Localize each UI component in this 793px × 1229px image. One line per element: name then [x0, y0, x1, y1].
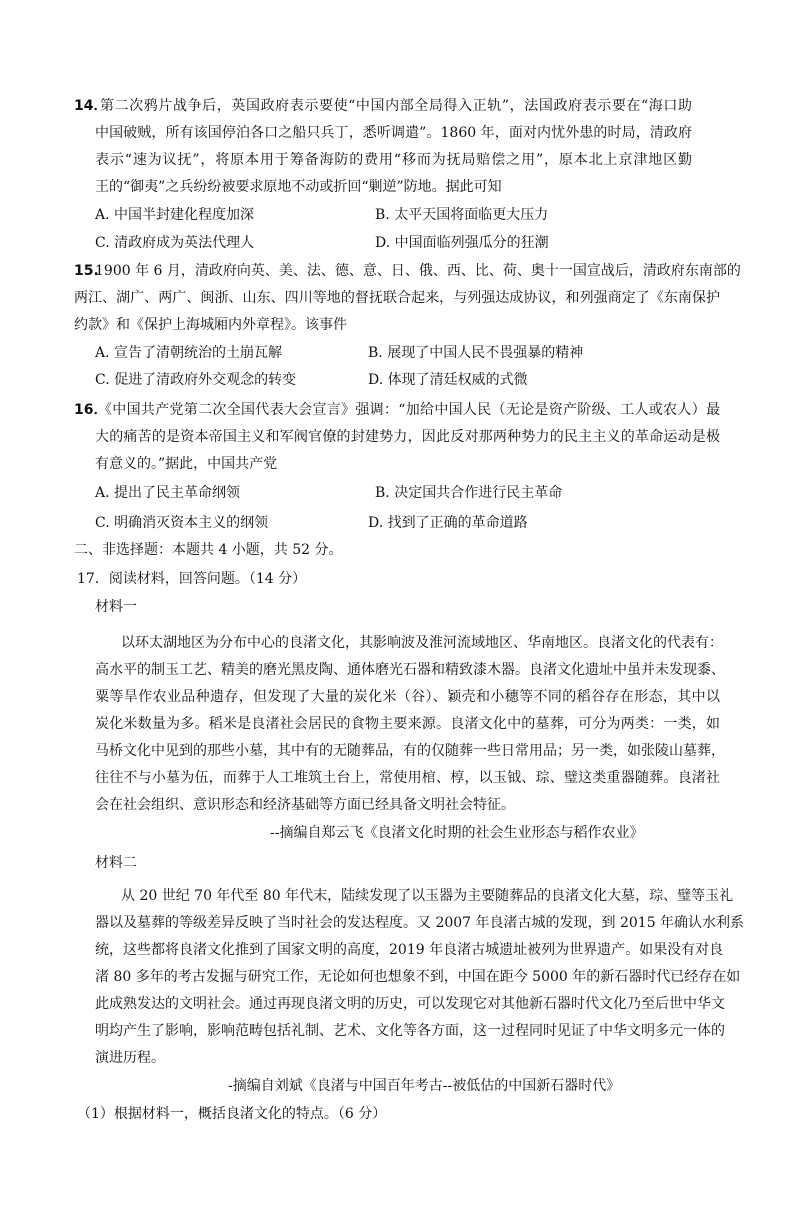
material-2-line: 渚 80 多年的考古发掘与研究工作，无论如何也想象不到，中国在距今 5000 年的新石器时代已经存在如	[95, 969, 741, 985]
material-2-source: -摘编自刘斌《良渚与中国百年考古--被低估的中国新石器时代》	[228, 1078, 621, 1094]
q16-option-c: C. 明确消灭资本主义的纲领	[95, 515, 269, 531]
q14-number: 14．	[74, 98, 108, 114]
q15-text-line: 约款》和《保护上海城厢内外章程》。该事件	[74, 317, 347, 333]
q16-text-line: 大的痛苦的是资本帝国主义和军阀官僚的封建势力，因此反对那两种势力的民主主义的革命运动是极	[95, 429, 720, 445]
q14-option-a: A. 中国半封建化程度加深	[95, 207, 255, 223]
q14-text-line: 王的“御夷”之兵纷纷被要求原地不动或折回“剿逆”防地。据此可知	[95, 179, 502, 195]
q17-subquestion-1: （1）根据材料一，概括良渚文化的特点。（6 分）	[77, 1106, 387, 1122]
q14-text-line: 表示“速为议抚”，将原本用于筹备海防的费用“移而为抚局赔偿之用”，原本北上京津地区勤	[95, 152, 692, 168]
q14-text-line: 中国破贼，所有该国停泊各口之船只兵丁，悉听调遣”。1860 年，面对内忧外患的时局，清政府	[95, 125, 692, 141]
material-2-line: 器以及墓葬的等级差异反映了当时社会的发达程度。又 2007 年良渚古城的发现，到 2015 年确认水利系	[95, 915, 745, 931]
q14-text-line: 第二次鸦片战争后，英国政府表示要使“中国内部全局得入正轨”，法国政府表示要在“海口助	[100, 98, 692, 114]
q14-option-b: B. 太平天国将面临更大压力	[375, 207, 549, 223]
q16-text-line: 《中国共产党第二次全国代表大会宣言》强调：“加给中国人民（无论是资产阶级、工人或农人）最	[98, 402, 720, 418]
material-1-line: 会在社会组织、意识形态和经济基础等方面已经具备文明社会特征。	[95, 797, 515, 813]
section-heading: 二、非选择题：本题共 4 小题，共 52 分。	[74, 542, 343, 558]
q15-option-d: D. 体现了清廷权威的式微	[368, 372, 528, 388]
q14-option-d: D. 中国面临列强瓜分的狂潮	[375, 235, 549, 251]
q16-text-line: 有意义的。”据此，中国共产党	[95, 456, 278, 472]
material-2-title: 材料二	[95, 855, 137, 871]
material-2-line: 统，这些都将良渚文化推到了国家文明的高度，2019 年良渚古城遗址被列为世界遗产。如果没有对良	[95, 942, 724, 958]
material-2-line: 演进历程。	[95, 1050, 165, 1066]
material-1-line: 炭化米数量为多。稻米是良渚社会居民的食物主要来源。良渚文化中的墓葬，可分为两类：一类，如	[95, 716, 720, 732]
q14-option-c: C. 清政府成为英法代理人	[95, 235, 255, 251]
material-1-source: --摘编自郑云飞《良渚文化时期的社会生业形态与稻作农业》	[270, 825, 644, 841]
material-1-line: 马桥文化中见到的那些小墓，其中有的无随葬品，有的仅随葬一些日常用品；另一类，如张陵山墓葬，	[95, 743, 725, 759]
material-1-line: 往往不与小墓为伍，而葬于人工堆筑土台上，常使用棺、椁，以玉钺、琮、璧这类重器随葬。良渚社	[95, 770, 720, 786]
material-1-line: 高水平的制玉工艺、精美的磨光黑皮陶、通体磨光石器和精致漆木器。良渚文化遗址中虽并未发现黍、	[95, 662, 725, 678]
material-1-line: 以环太湖地区为分布中心的良渚文化，其影响波及淮河流域地区、华南地区。良渚文化的代表有：	[121, 635, 723, 651]
material-2-line: 明均产生了影响，影响范畴包括礼制、艺术、文化等各方面，这一过程同时见证了中华文明多元一体的	[95, 1023, 725, 1039]
q15-option-b: B. 展现了中国人民不畏强暴的精神	[368, 345, 584, 361]
q15-option-a: A. 宣告了清朝统治的土崩瓦解	[95, 345, 283, 361]
q15-text-line: 1900 年 6 月，清政府向英、美、法、德、意、日、俄、西、比、荷、奥十一国宣战后，清政府东南部的	[95, 263, 741, 279]
q15-option-c: C. 促进了清政府外交观念的转变	[95, 372, 297, 388]
material-2-line: 此成熟发达的文明社会。通过再现良渚文明的历史，可以发现它对其他新石器时代文化乃至后世中华文	[95, 996, 725, 1012]
q17-header: 17．阅读材料，回答问题。（14 分）	[77, 571, 307, 587]
q16-option-a: A. 提出了民主革命纲领	[95, 485, 241, 501]
q15-text-line: 两江、湖广、两广、闽浙、山东、四川等地的督抚联合起来，与列强达成协议，和列强商定了《东南保护	[74, 290, 720, 306]
material-1-title: 材料一	[95, 599, 137, 615]
q15-number: 15.	[74, 263, 99, 279]
q16-option-d: D. 找到了正确的革命道路	[368, 515, 528, 531]
q16-option-b: B. 决定国共合作进行民主革命	[375, 485, 563, 501]
material-2-line: 从 20 世纪 70 年代至 80 年代末，陆续发现了以玉器为主要随葬品的良渚文化大墓，琮、璧等玉礼	[121, 888, 734, 904]
q16-number: 16．	[74, 402, 108, 418]
material-1-line: 粟等旱作农业品种遗存，但发现了大量的炭化米（谷）、颖壳和小穗等不同的稻谷存在形态，其中以	[95, 689, 720, 705]
